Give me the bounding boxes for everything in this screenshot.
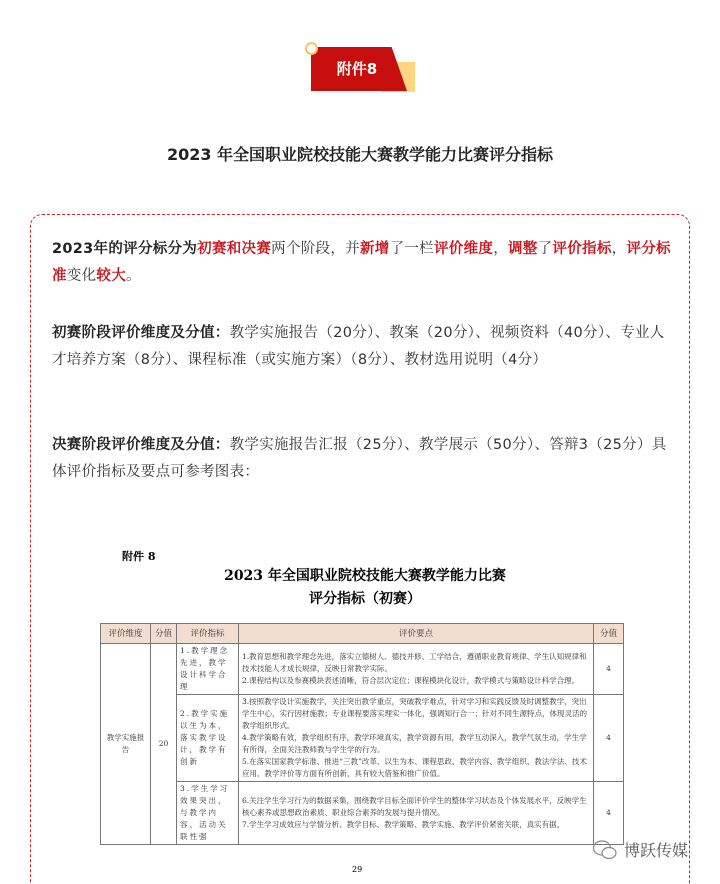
table-row xyxy=(101,695,624,782)
page-number: 29 xyxy=(352,865,363,874)
intro-segment: 新增 xyxy=(359,241,390,257)
watermark xyxy=(592,838,688,861)
points-cell: 3.按照教学设计实施教学，关注突出教学重点，突破教学难点，针对学习和实践反馈及时调整教学，突出学生中心，实行因材施教；专业课程要落实理实一体化，强调知行合一；针对不同生源特点，体现灵活的教学组织形式。 4.教学策略有效，教学组织有序，教学环境真实，教学资源有用，教学互动深入，教学气氛生动，学生学有所得，全面关注教师教与学生学的行为。 5.在落实国家教学标准、推进“三教”改革、以生为本、课程思政、教学内容、教学组织、教法学法、技术应用、教学评价等方面有所创新，具有较大借鉴和推广价值。 xyxy=(239,695,594,782)
intro-segment: 了 xyxy=(537,241,553,257)
points-cell: 6.关注学生学习行为的数据采集，围绕教学目标全面评价学生的整体学习状态及个体发展水平，反映学生核心素养或思想政治素质、职业综合素养的发展与提升情况。 7.学生学习成效应与学情分析、教学目标、教学策略、教学实施、教学评价紧密关联，真实有据。 xyxy=(239,782,594,845)
header-points: 评价要点 xyxy=(239,624,594,644)
doc-subheading: 评分指标（初赛） xyxy=(309,591,421,607)
intro-segment: 评价指标 xyxy=(552,241,612,257)
header-indicator: 评价指标 xyxy=(177,624,239,644)
intro-segment: 评价维度 xyxy=(433,241,494,257)
final-text: 教学实施报告汇报（25分）、教学展示（50分）、答辩3（25分）具体评价指标及要点可参考图表： xyxy=(52,437,667,480)
intro-segment: 两个阶段，并 xyxy=(271,241,360,257)
preliminary-text: 教学实施报告（20分）、教案（20分）、视频资料（40分）、专业人才培养方案（8分）、课程标准（或实施方案）（8分）、教材选用说明（4分） xyxy=(52,325,665,368)
points-cell: 1.教育思想和教学理念先进，落实立德树人、德技并修、工学结合，遵循职业教育规律、学生认知规律和技术技能人才成长规律，反映日常教学实际。 2.课程结构以及参赛模块表述清晰，符合层次定位；课程模块化设计，教学模式与策略设计科学合理。 xyxy=(239,644,594,695)
table-row xyxy=(101,782,624,845)
intro-segment: 变化 xyxy=(66,268,97,284)
watermark-text: 博跃传媒 xyxy=(624,841,689,860)
header-score-2: 分值 xyxy=(594,624,624,644)
final-label: 决赛阶段评价维度及分值： xyxy=(52,437,230,453)
page-title: 2023 年全国职业院校技能大赛教学能力比赛评分指标 xyxy=(166,145,554,164)
intro-segment: 2023年的评分标分为 xyxy=(52,241,198,257)
intro-segment: ， xyxy=(611,241,627,257)
table-row xyxy=(101,644,624,695)
intro-segment: 了一栏 xyxy=(389,241,434,257)
intro-segment: 。 xyxy=(126,268,141,284)
indicator-cell: 3.学生学习效果突出，与教学内容、活动关联性强 xyxy=(177,782,239,845)
preliminary-label: 初赛阶段评价维度及分值： xyxy=(52,325,230,341)
wechat-icon xyxy=(592,839,618,861)
header-score: 分值 xyxy=(151,624,177,644)
final-paragraph xyxy=(52,432,672,486)
attachment-badge xyxy=(311,45,411,91)
score-cell: 4 xyxy=(594,782,624,845)
header-dimension: 评价维度 xyxy=(101,624,151,644)
score-cell: 4 xyxy=(594,644,624,695)
intro-segment: ， xyxy=(493,241,508,257)
doc-heading: 2023 年全国职业院校技能大赛教学能力比赛 xyxy=(224,568,506,584)
intro-segment: 较大 xyxy=(96,268,127,284)
intro-segment: 评分标准 xyxy=(52,241,671,284)
intro-paragraph xyxy=(52,236,672,290)
intro-segment: 调整 xyxy=(508,241,538,257)
score-cell: 4 xyxy=(594,695,624,782)
indicator-cell: 1.教学理念先进，教学设计科学合理 xyxy=(177,644,239,695)
doc-attachment-label: 附件 8 xyxy=(122,550,156,563)
badge-label: 附件8 xyxy=(336,60,378,78)
dimension-score-cell: 20 xyxy=(151,644,177,845)
preliminary-paragraph xyxy=(52,320,672,374)
scoring-table xyxy=(100,623,624,845)
dimension-cell: 教学实施报告 xyxy=(101,644,151,845)
indicator-cell: 2.教学实施以生为本，落实教学设计，教学有创新 xyxy=(177,695,239,782)
intro-segment: 初赛和决赛 xyxy=(197,241,272,257)
